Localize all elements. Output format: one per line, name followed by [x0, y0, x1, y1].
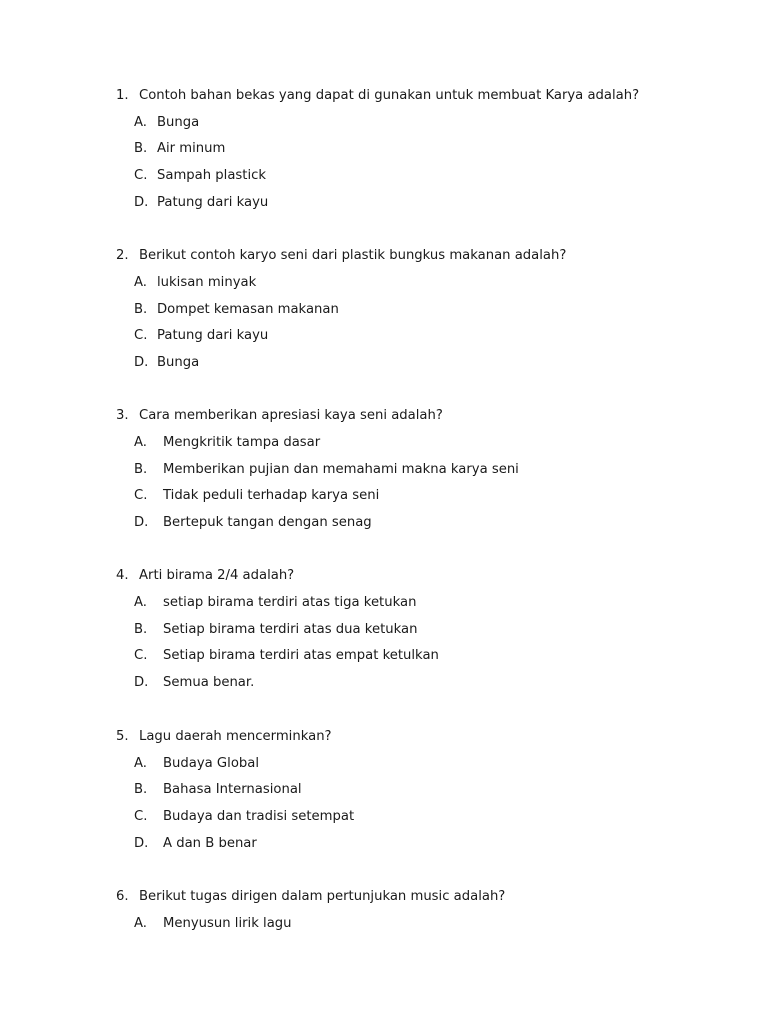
option-text: Bahasa Internasional [163, 782, 302, 797]
option-text: Dompet kemasan makanan [157, 302, 339, 317]
option-text: Semua benar. [163, 675, 255, 690]
question-text: Berikut contoh karyo seni dari plastik bungkus makanan adalah? [139, 248, 567, 263]
option-text: Setiap birama terdiri atas dua ketukan [163, 622, 418, 637]
option-letter: C. [134, 809, 148, 824]
option-text: A dan B benar [163, 836, 257, 851]
option-text: Budaya Global [163, 756, 260, 771]
question-text: Berikut tugas dirigen dalam pertunjukan music adalah? [139, 889, 506, 904]
question-text: Arti birama 2/4 adalah? [139, 568, 295, 583]
option-text: lukisan minyak [157, 275, 257, 290]
question-text: Contoh bahan bekas yang dapat di gunakan untuk membuat Karya adalah? [139, 88, 640, 103]
option-letter: A. [134, 595, 147, 610]
question-number: 5. [116, 729, 129, 744]
option-letter: D. [134, 836, 149, 851]
option-letter: B. [134, 462, 148, 477]
option-letter: C. [134, 648, 148, 663]
question-number: 4. [116, 568, 129, 583]
option-text: Bunga [157, 115, 200, 130]
option-letter: B. [134, 141, 148, 156]
option-text: Menyusun lirik lagu [163, 916, 292, 931]
option-letter: B. [134, 782, 148, 797]
option-letter: D. [134, 515, 149, 530]
option-letter: A. [134, 756, 147, 771]
option-letter: C. [134, 328, 148, 343]
option-letter: B. [134, 302, 148, 317]
option-letter: D. [134, 675, 149, 690]
option-letter: C. [134, 168, 148, 183]
option-text: setiap birama terdiri atas tiga ketukan [163, 595, 417, 610]
option-text: Setiap birama terdiri atas empat ketulkan [163, 648, 439, 663]
option-text: Sampah plastick [157, 168, 267, 183]
question-text: Lagu daerah mencerminkan? [139, 729, 332, 744]
option-letter: D. [134, 195, 149, 210]
option-text: Patung dari kayu [157, 328, 269, 343]
option-text: Tidak peduli terhadap karya seni [163, 488, 380, 503]
option-text: Memberikan pujian dan memahami makna karya seni [163, 462, 519, 477]
option-text: Bunga [157, 355, 200, 370]
option-letter: D. [134, 355, 149, 370]
question-text: Cara memberikan apresiasi kaya seni adalah? [139, 408, 443, 423]
option-letter: A. [134, 435, 147, 450]
option-text: Mengkritik tampa dasar [163, 435, 321, 450]
option-text: Budaya dan tradisi setempat [163, 809, 355, 824]
option-text: Patung dari kayu [157, 195, 269, 210]
option-letter: A. [134, 115, 147, 130]
option-text: Air minum [157, 141, 226, 156]
option-text: Bertepuk tangan dengan senag [163, 515, 372, 530]
question-number: 2. [116, 248, 129, 263]
option-letter: A. [134, 275, 147, 290]
question-number: 6. [116, 889, 129, 904]
question-number: 1. [116, 88, 129, 103]
option-letter: C. [134, 488, 148, 503]
question-number: 3. [116, 408, 129, 423]
option-letter: A. [134, 916, 147, 931]
option-letter: B. [134, 622, 148, 637]
